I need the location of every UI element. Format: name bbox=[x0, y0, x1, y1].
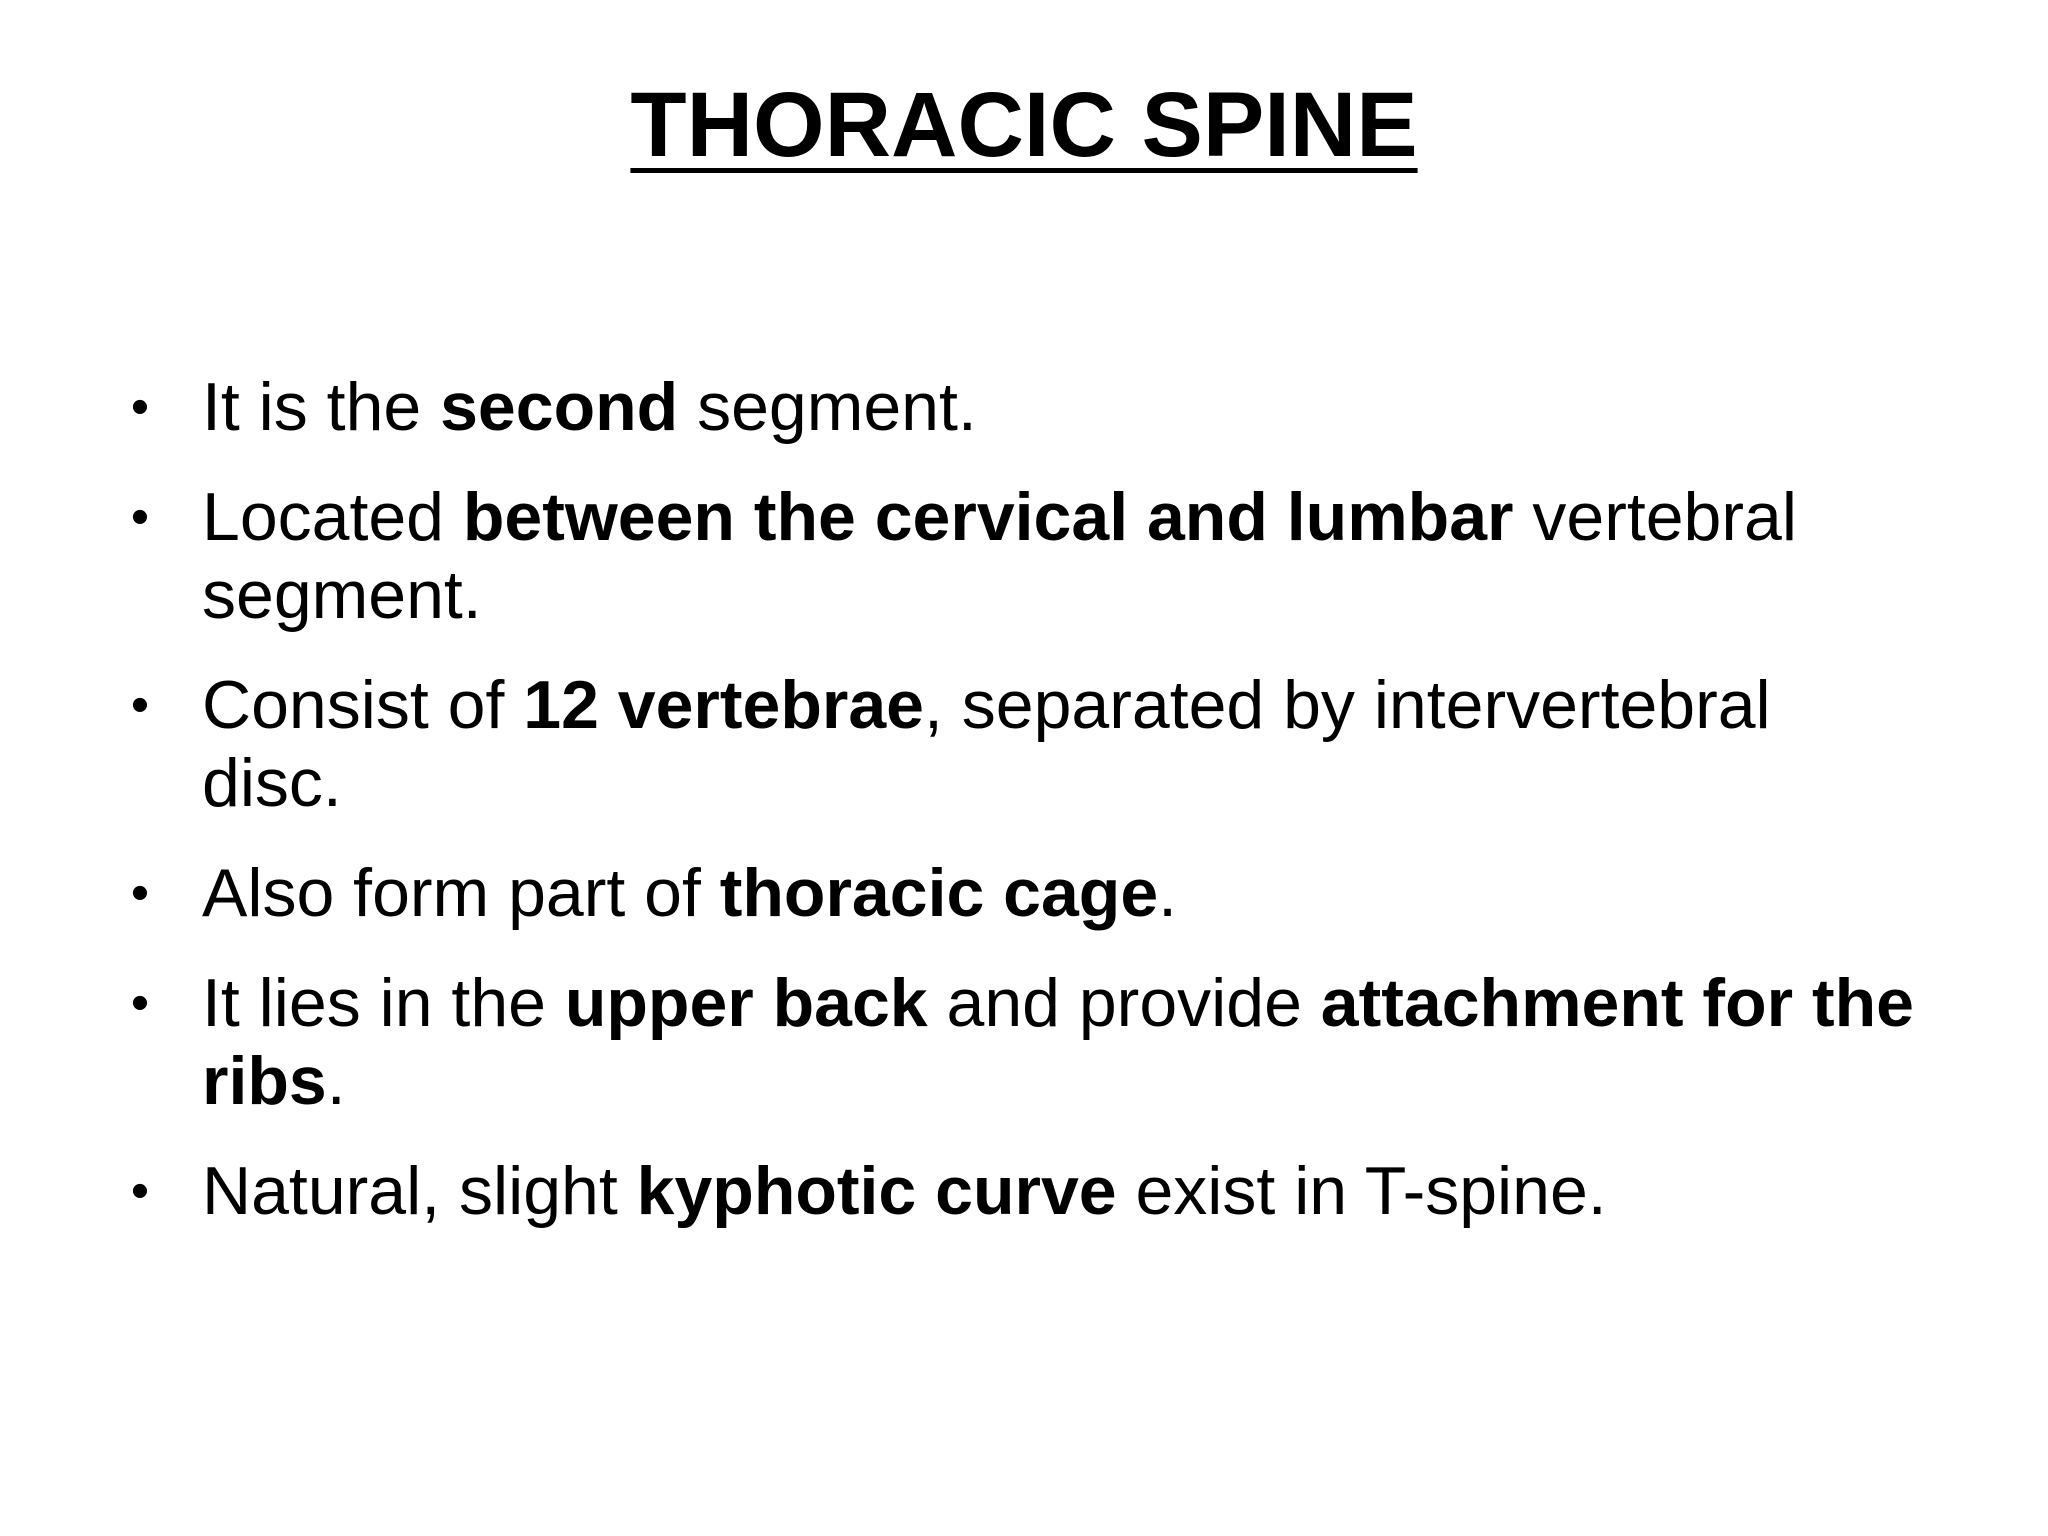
bullet-dot-icon: • bbox=[130, 488, 150, 546]
bullet-item bbox=[120, 854, 1920, 932]
bullet-bold-text: 12 vertebrae bbox=[523, 667, 924, 743]
bullet-item bbox=[120, 666, 1920, 822]
bullet-bold-text: thoracic cage bbox=[719, 855, 1159, 931]
bullet-text: and provide bbox=[927, 965, 1321, 1041]
bullet-dot-icon: • bbox=[130, 378, 150, 436]
bullet-dot-icon: • bbox=[130, 676, 150, 734]
bullet-bold-text: second bbox=[440, 369, 679, 445]
bullet-text: Also form part of bbox=[202, 855, 720, 931]
bullet-dot-icon: • bbox=[130, 974, 150, 1032]
bullet-item bbox=[120, 368, 1920, 446]
bullet-text: Consist of bbox=[202, 667, 524, 743]
bullet-item bbox=[120, 1152, 1920, 1230]
bullet-text: , separated by intervertebral disc. bbox=[202, 667, 1771, 821]
bullet-text: Located bbox=[202, 479, 463, 555]
bullet-text: segment. bbox=[678, 369, 977, 445]
slide-title bbox=[0, 60, 2048, 190]
bullet-text: It lies in the bbox=[202, 965, 565, 1041]
bullet-text: vertebral segment. bbox=[202, 479, 1797, 633]
bullet-bold-text: upper back bbox=[564, 965, 928, 1041]
bullet-text: exist in T-spine. bbox=[1116, 1153, 1607, 1229]
bullet-item bbox=[120, 478, 1920, 634]
bullet-text: Natural, slight bbox=[202, 1153, 637, 1229]
bullet-list bbox=[120, 368, 1920, 1262]
bullet-bold-text: between the cervical and lumbar bbox=[462, 479, 1514, 555]
bullet-item bbox=[120, 964, 1920, 1120]
bullet-bold-text: kyphotic curve bbox=[636, 1153, 1117, 1229]
slide-title-text: THORACIC SPINE bbox=[630, 74, 1418, 176]
bullet-text: . bbox=[326, 1043, 346, 1119]
bullet-text: It is the bbox=[202, 369, 441, 445]
bullet-dot-icon: • bbox=[130, 864, 150, 922]
bullet-bold-text: attachment for the ribs bbox=[202, 965, 1914, 1119]
bullet-dot-icon: • bbox=[130, 1162, 150, 1220]
bullet-text: . bbox=[1158, 855, 1178, 931]
